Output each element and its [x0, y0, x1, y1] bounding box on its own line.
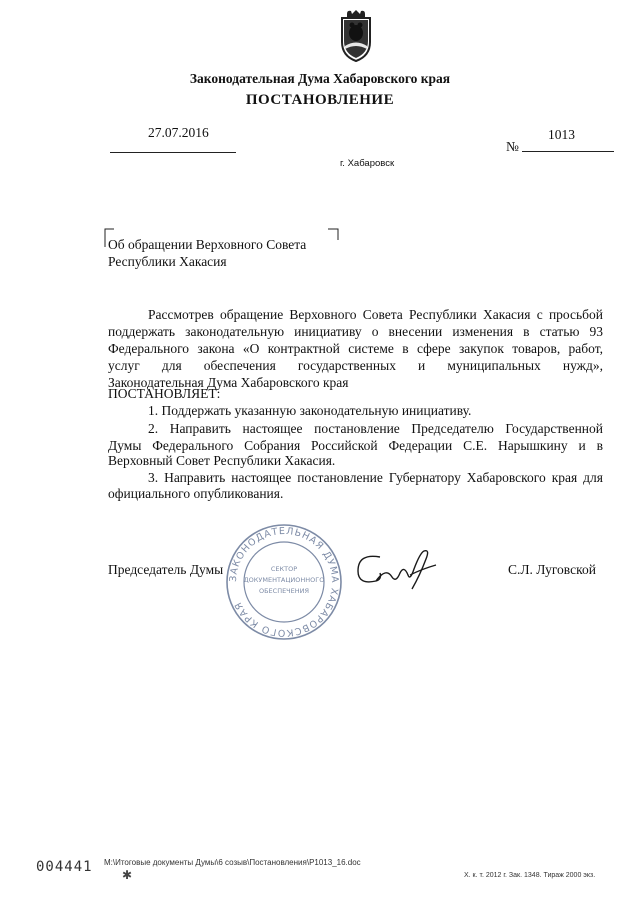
- document-date: 27.07.2016: [148, 125, 209, 140]
- city-label: г. Хабаровск: [340, 158, 395, 169]
- print-info: Х. к. т. 2012 г. Зак. 1348. Тираж 2000 экз.: [464, 872, 596, 879]
- body-paragraph-1-line-1: Рассмотрев обращение Верховного Совета Республики Хакасия с просьбой: [148, 307, 603, 322]
- subject-line-1: Об обращении Верховного Совета: [108, 237, 307, 252]
- stamp-inner-line-1: СЕКТОР: [270, 565, 298, 573]
- signatory-position: Председатель Думы: [108, 562, 224, 577]
- number-underline: [522, 151, 614, 152]
- resolution-word: ПОСТАНОВЛЯЕТ:: [108, 386, 221, 401]
- official-stamp: [224, 522, 344, 642]
- item-2-line-1: 2. Направить настоящее постановление Председателю Государственной: [148, 421, 603, 436]
- item-1: 1. Поддержать указанную законодательную инициативу.: [148, 403, 472, 418]
- file-path: M:\Итоговые документы Думы\6 созыв\Постановления\P1013_16.doc: [104, 858, 361, 867]
- handwritten-signature: [350, 545, 440, 595]
- signatory-name: С.Л. Луговской: [508, 562, 596, 577]
- organization-name: Законодательная Дума Хабаровского края: [189, 71, 451, 86]
- document-type-title: ПОСТАНОВЛЕНИЕ: [245, 92, 395, 108]
- document-number: 1013: [548, 127, 575, 142]
- item-2-line-2: Думы Федерального Собрания Российской Федерации С.Е. Нарышкину и в: [108, 438, 603, 453]
- item-3-line-2: официального опубликования.: [108, 486, 284, 501]
- body-paragraph-1-line-4: услуг для обеспечения государственных и муниципальных нужд»,: [108, 358, 603, 373]
- stamp-inner-line-3: ОБЕСПЕЧЕНИЯ: [258, 587, 310, 595]
- stamp-outer-text: ЗАКОНОДАТЕЛЬНАЯ ДУМА ХАБАРОВСКОГО КРАЯ: [227, 525, 341, 639]
- date-underline: [110, 152, 236, 153]
- number-label: №: [506, 139, 519, 154]
- asterisk-mark: ✱: [122, 868, 133, 882]
- body-paragraph-1-line-5: Законодательная Дума Хабаровского края: [108, 375, 349, 390]
- item-2-line-3: Верховный Совет Республики Хакасия.: [108, 453, 336, 468]
- registration-number: 004441: [36, 859, 93, 875]
- item-3-line-1: 3. Направить настоящее постановление Губернатору Хабаровского края для: [148, 470, 603, 485]
- subject-line-2: Республики Хакасия: [108, 254, 227, 269]
- coat-of-arms-icon: [336, 6, 376, 66]
- body-paragraph-1-line-2: поддержать законодательную инициативу о внесении изменения в статью 93: [108, 324, 603, 339]
- body-paragraph-1-line-3: Федерального закона «О контрактной системе в сфере закупок товаров, работ,: [108, 341, 603, 356]
- stamp-inner-line-2: ДОКУМЕНТАЦИОННОГО: [243, 576, 325, 584]
